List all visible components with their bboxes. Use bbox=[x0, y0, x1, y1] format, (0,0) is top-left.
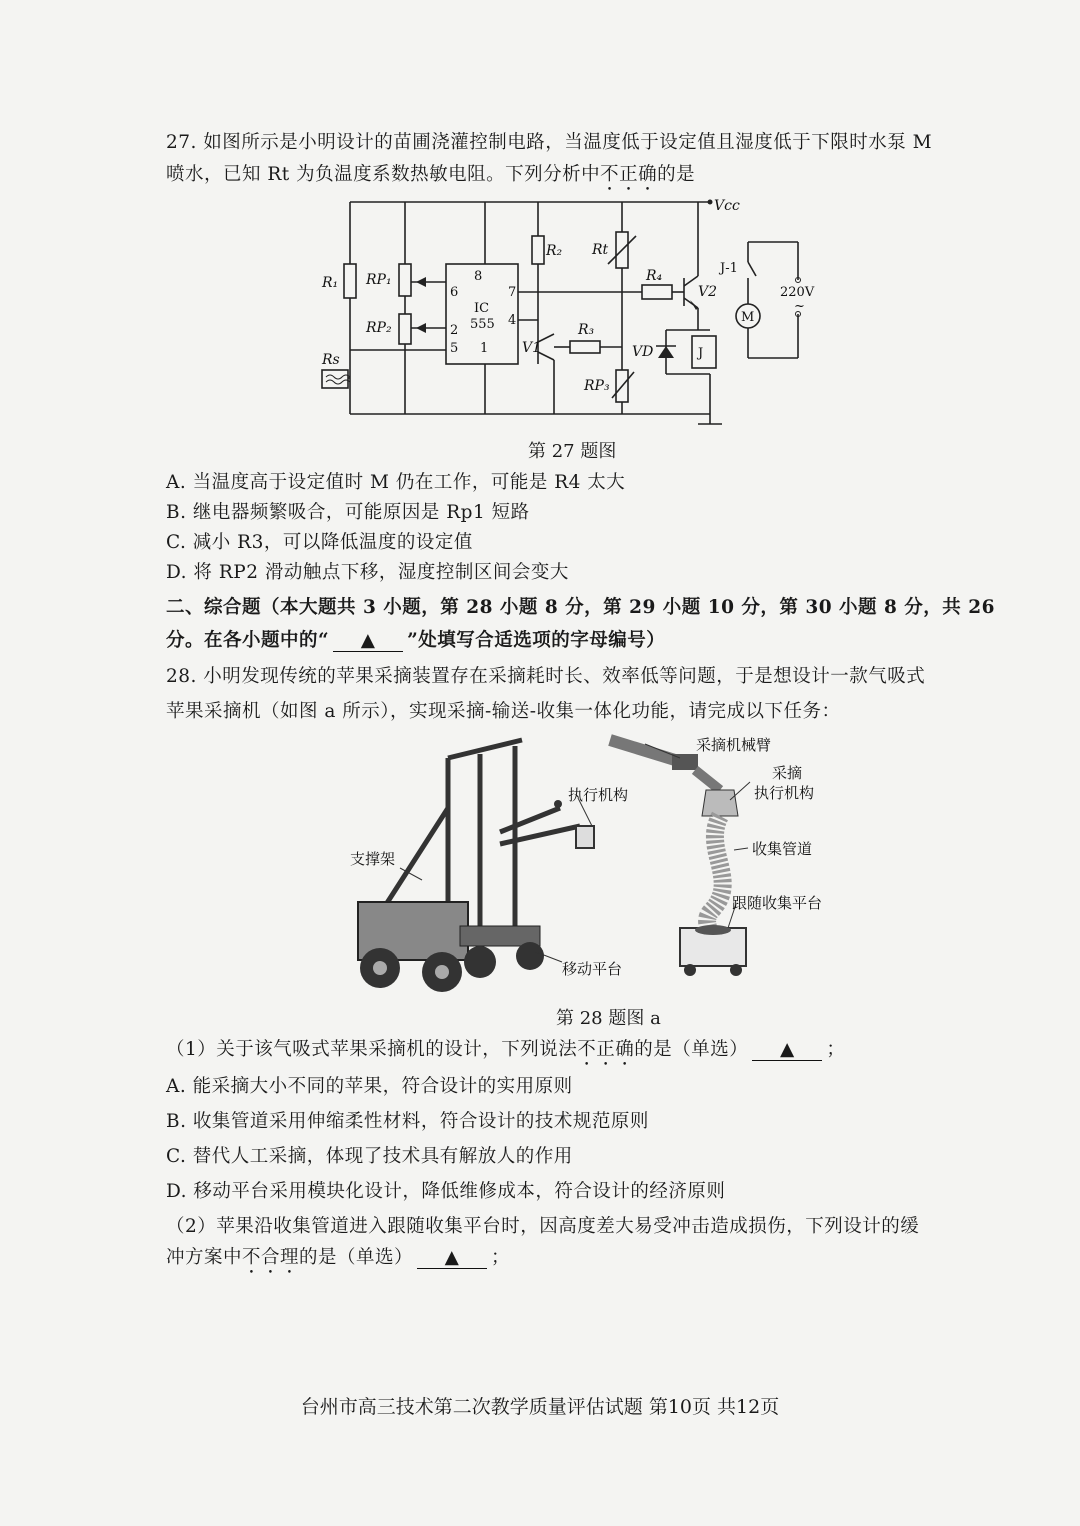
q28-sub1-text: （1）关于该气吸式苹果采摘机的设计，下列说法 bbox=[166, 1039, 578, 1060]
label-r3: R₃ bbox=[578, 322, 595, 338]
label-actuator: 执行机构 bbox=[568, 786, 629, 804]
label-v1: V1 bbox=[522, 340, 542, 356]
q28-option-d: D. 移动平台采用模块化设计，降低维修成本，符合设计的经济原则 bbox=[166, 1181, 726, 1202]
q27-stem-text: 喷水，已知 Rt 为负温度系数热敏电阻。下列分析中 bbox=[166, 164, 601, 185]
label-move-platform: 移动平台 bbox=[562, 960, 623, 978]
label-555: 555 bbox=[470, 317, 495, 332]
q27-emphasis: 不正确 bbox=[600, 164, 658, 185]
q28-sub2-tail: 的是（单选） bbox=[299, 1247, 414, 1268]
q28-sub2-emphasis: 不合理 bbox=[242, 1247, 300, 1268]
label-arm: 采摘机械臂 bbox=[696, 736, 772, 754]
q28-caption: 第 28 题图 a bbox=[556, 1008, 661, 1029]
q28-sub1 bbox=[166, 1035, 845, 1070]
label-rt: Rt bbox=[592, 242, 609, 258]
q28-sub1-emphasis: 不正确 bbox=[577, 1039, 635, 1060]
label-pipe: 收集管道 bbox=[752, 840, 813, 858]
label-rp2: RP₂ bbox=[366, 320, 392, 336]
section2-heading-line1: 二、综合题（本大题共 3 小题，第 28 小题 8 分，第 29 小题 10 分，第 30 小题 8 分，共 26 bbox=[166, 597, 995, 618]
q28-option-b: B. 收集管道采用伸缩柔性材料，符合设计的技术规范原则 bbox=[166, 1111, 649, 1132]
label-v2: V2 bbox=[698, 284, 718, 300]
label-r2: R₂ bbox=[546, 243, 563, 259]
q27-stem-tail: 的是 bbox=[657, 164, 696, 185]
label-j: J bbox=[698, 346, 704, 361]
section2-text-a: 分。在各小题中的“ bbox=[166, 630, 330, 651]
q27-option-b: B. 继电器频繁吸合，可能原因是 Rp1 短路 bbox=[166, 502, 530, 523]
label-j1: J-1 bbox=[720, 261, 738, 276]
label-pick2: 执行机构 bbox=[754, 784, 815, 802]
section2-text-b: ”处填写合适选项的字母编号） bbox=[407, 630, 666, 651]
label-pin7: 7 bbox=[508, 285, 517, 300]
label-frame: 支撑架 bbox=[350, 850, 396, 868]
q27-option-c: C. 减小 R3，可以降低温度的设定值 bbox=[166, 532, 473, 553]
q27-stem-line2 bbox=[166, 160, 695, 195]
label-r1: R₁ bbox=[322, 275, 339, 291]
label-pin6: 6 bbox=[450, 285, 459, 300]
q28-apple-picker-figure bbox=[340, 730, 840, 1000]
q28-sub1-blank: ▲ bbox=[752, 1039, 822, 1061]
label-rp3: RP₃ bbox=[584, 378, 610, 394]
label-ic: IC bbox=[474, 301, 490, 316]
q28-stem-line2: 苹果采摘机（如图 a 所示），实现采摘-输送-收集一体化功能，请完成以下任务： bbox=[166, 701, 841, 722]
label-vd: VD bbox=[632, 344, 654, 360]
section2-heading-line2 bbox=[166, 626, 665, 652]
label-pin5: 5 bbox=[450, 341, 459, 356]
label-ac: ~ bbox=[794, 299, 805, 314]
q28-option-c: C. 替代人工采摘，体现了技术具有解放人的作用 bbox=[166, 1146, 573, 1167]
q27-option-d: D. 将 RP2 滑动触点下移，湿度控制区间会变大 bbox=[166, 562, 569, 583]
label-follow-platform: 跟随收集平台 bbox=[732, 894, 823, 912]
q27-stem-line1: 27. 如图所示是小明设计的苗圃浇灌控制电路，当温度低于设定值且湿度低于下限时水泵 M bbox=[166, 132, 933, 153]
label-rp1: RP₁ bbox=[366, 272, 392, 288]
q28-sub2-line1: （2）苹果沿收集管道进入跟随收集平台时，因高度差大易受冲击造成损伤，下列设计的缓 bbox=[166, 1216, 920, 1237]
label-pin4: 4 bbox=[508, 313, 517, 328]
q28-sub1-tail: 的是（单选） bbox=[634, 1039, 749, 1060]
q27-caption: 第 27 题图 bbox=[528, 441, 617, 462]
page-footer: 台州市高三技术第二次教学质量评估试题 第10页 共12页 bbox=[300, 1396, 780, 1418]
q28-sub2-end: ； bbox=[491, 1247, 511, 1268]
q28-sub2-text: 冲方案中 bbox=[166, 1247, 243, 1268]
label-pick1: 采摘 bbox=[772, 764, 803, 782]
label-r4: R₄ bbox=[646, 268, 663, 284]
q28-sub2-blank: ▲ bbox=[417, 1247, 487, 1269]
q28-option-a: A. 能采摘大小不同的苹果，符合设计的实用原则 bbox=[166, 1076, 573, 1097]
label-rs: Rs bbox=[322, 352, 340, 368]
label-pin8: 8 bbox=[474, 269, 483, 284]
label-pin2: 2 bbox=[450, 323, 459, 338]
q28-sub1-end: ； bbox=[826, 1039, 846, 1060]
label-motor: M bbox=[741, 310, 755, 325]
q28-sub2-line2 bbox=[166, 1243, 510, 1278]
q27-circuit-diagram bbox=[300, 192, 840, 432]
label-pin1: 1 bbox=[480, 341, 489, 356]
q28-stem-line1: 28. 小明发现传统的苹果采摘装置存在采摘耗时长、效率低等问题，于是想设计一款气吸式 bbox=[166, 666, 926, 687]
label-220v: 220V bbox=[780, 285, 815, 300]
q27-option-a: A. 当温度高于设定值时 M 仍在工作，可能是 R4 太大 bbox=[166, 472, 626, 493]
label-vcc: Vcc bbox=[714, 198, 740, 214]
section2-blank: ▲ bbox=[333, 630, 403, 652]
